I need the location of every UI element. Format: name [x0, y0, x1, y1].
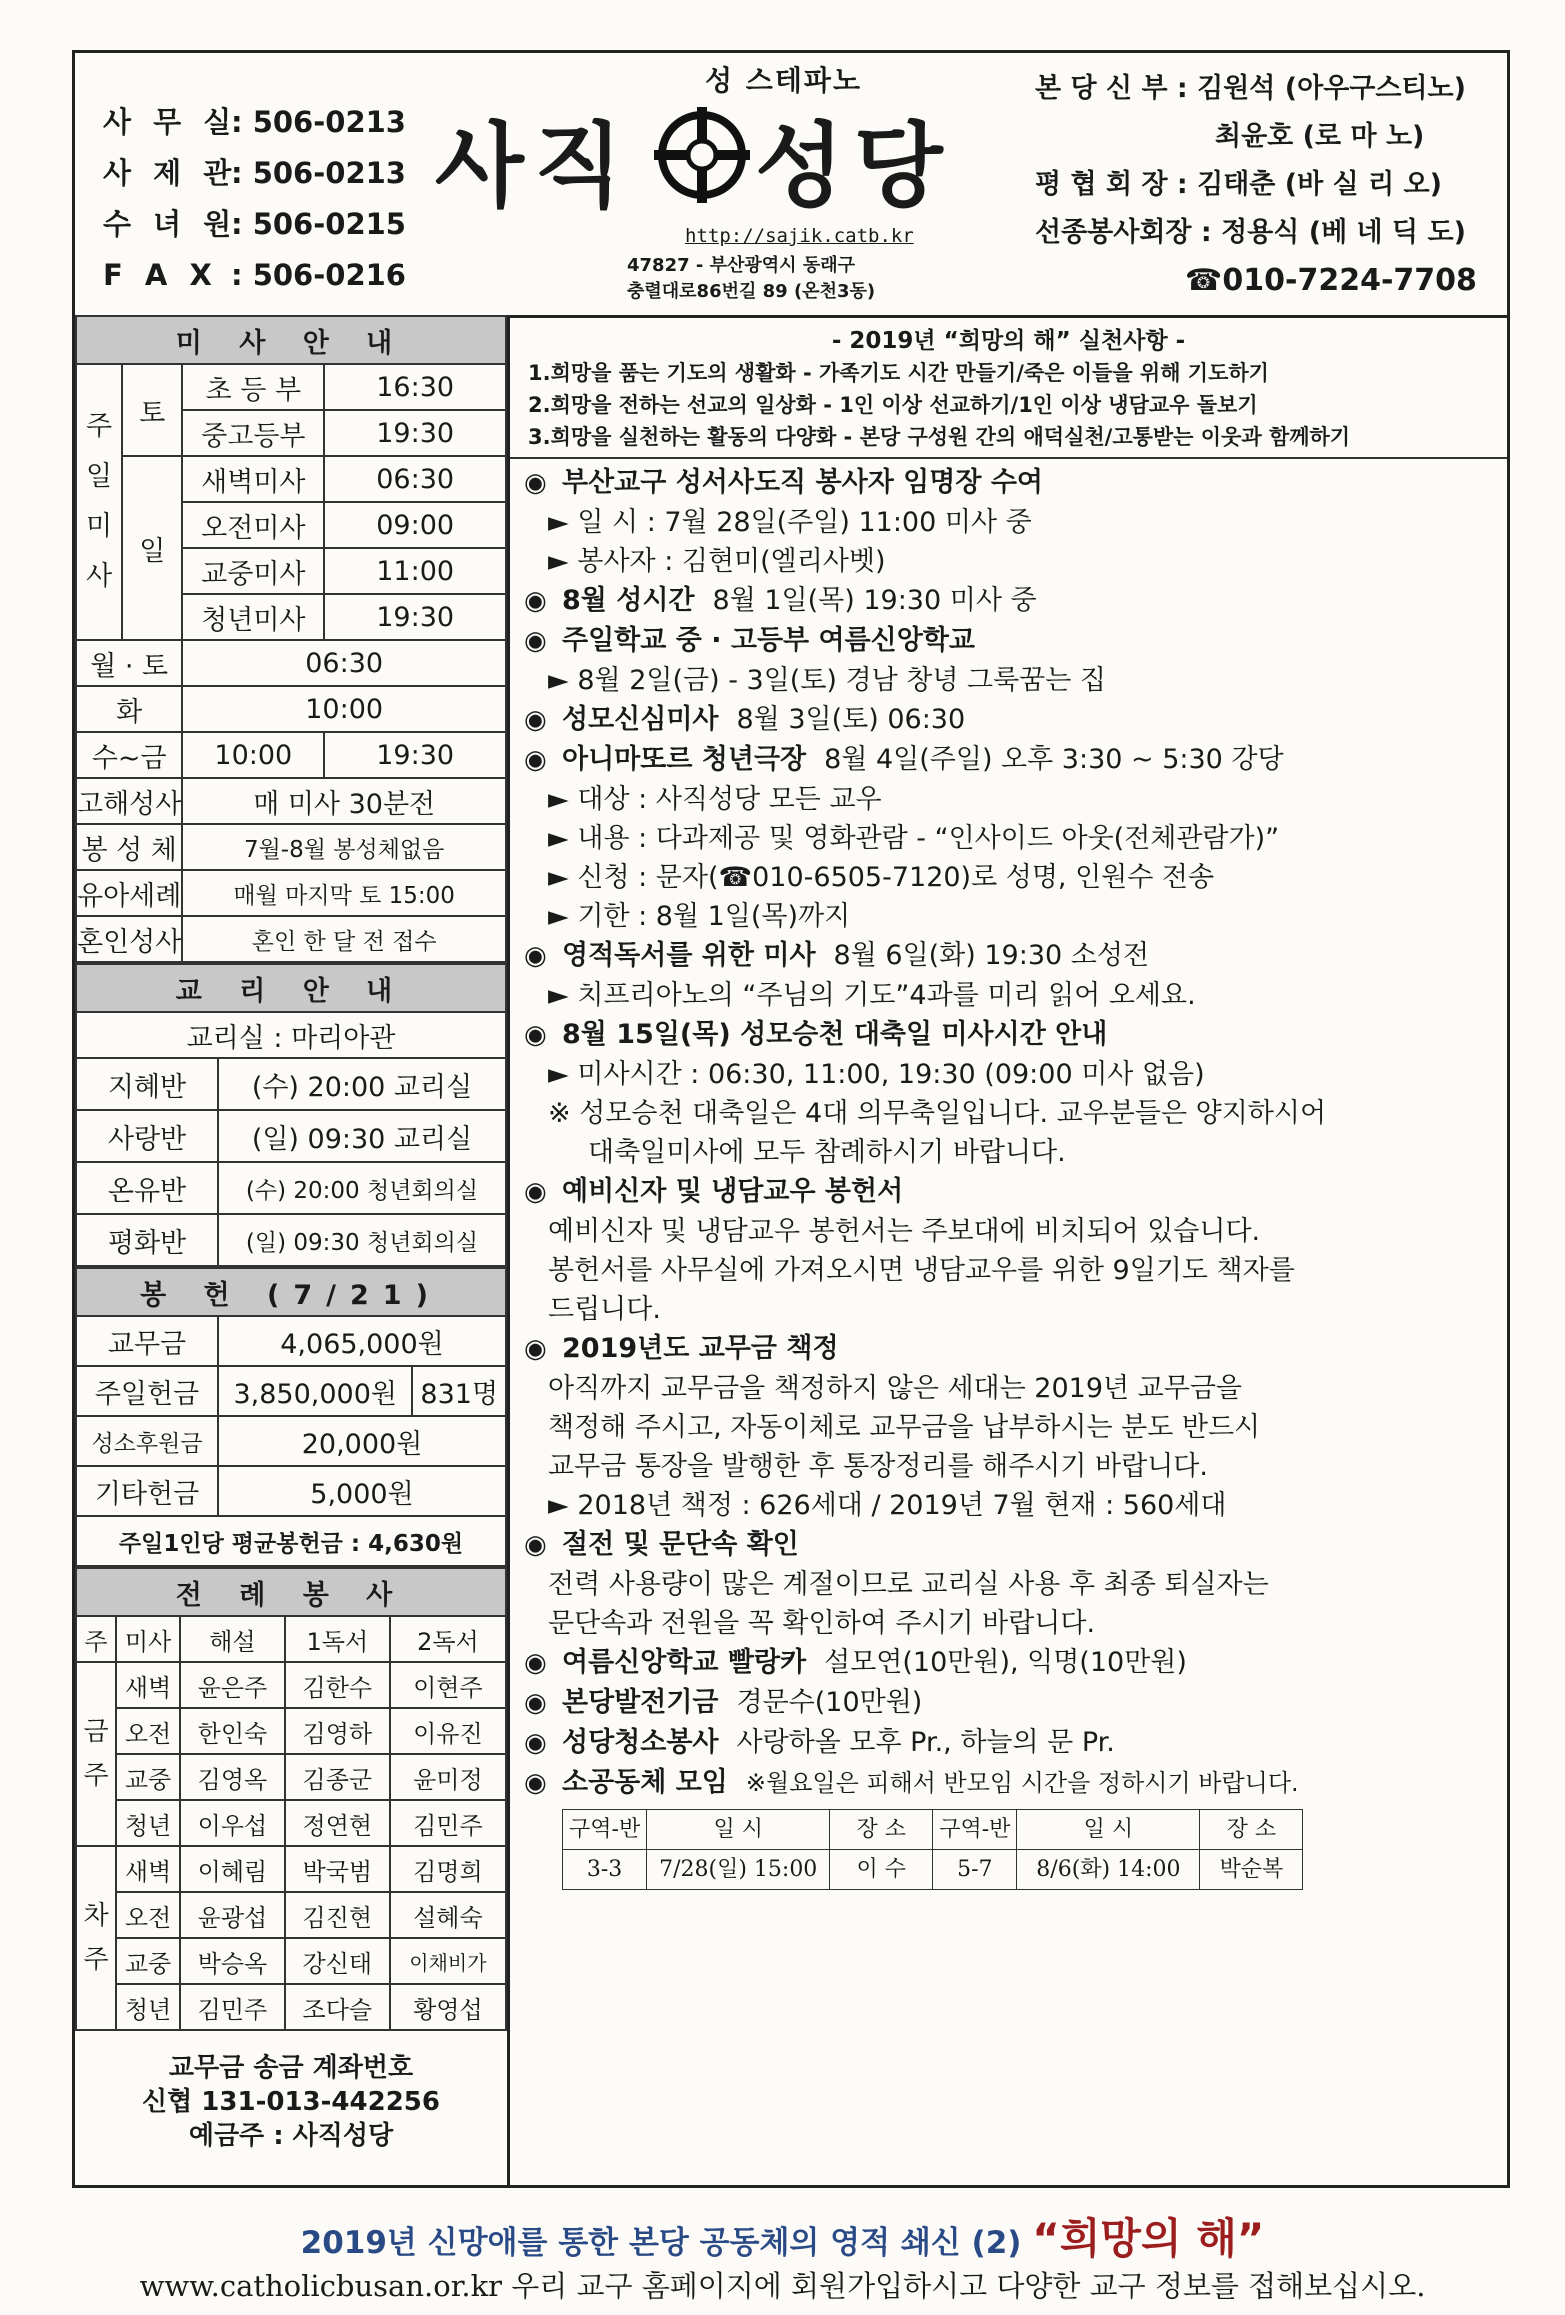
notice-9: ◉ 2019년도 교무금 책정: [524, 1329, 1495, 1369]
notice-7: ◉ 8월 15일(목) 성모승천 대축일 미사시간 안내: [524, 1015, 1495, 1055]
notices: ◉ 부산교구 성서사도직 봉사자 임명장 수여 ► 일 시 : 7월 28일(주일) 11:00 미사 중 ► 봉사자 : 김현미(엘리사벳) ◉ 8월 성시간 8월 1일(목) 19:30 미사 중 ◉ 주일학교 중 · 고등부 여름신앙학교 ► 8월 2일(금) - 3일(토) 경남 창녕 그룩꿈는 집 ◉ 성모신심미사 8월 3일(토) 06:30 ◉ 아니마또르 청년극장 8월 4일(주일) 오후 3:30 ~ 5:30 강당 ► 대상 : 사직성당 모든 교우 ► 내용 : 다과제공 및 영화관람 - “인사이드 아웃(전체관람가)” ► 신청 : 문자(☎010-6505-7120)로 성명, 인원수 전송 ► 기한 : 8월 1일(목)까지 ◉ 영적독서를 위한 미사 8월 6일(화) 19:30 소성전 ► 치프리아노의 “주님의 기도”4과를 미리 읽어 오세요. ◉ 8월 15일(목) 성모승천 대축일 미사시간 안내 ► 미사시간 : 06:30, 11:00, 19:30 (09:00 미사 없음) ※ 성모승천 대축일은 4대 의무축일입니다. 교우분들은 양지하시어 대축일미사에 모두 참례하시기 바랍니다. ◉ 예비신자 및 냉담교우 봉헌서 예비신자 및 냉담교우 봉헌서는 주보대에 비치되어 있습니다. 봉헌서를 사무실에 가져오시면 냉담교우를 위한 9일기도 책자를 드립니다. ◉ 2019년도 교무금 책정 아직까지 교무금을 책정하지 않은 세대는 2019년 교무금을 책정해 주시고, 자동이체로 교무금을 납부하시는 분도 반드시 교무금 통장을 발행한 후 통장정리를 해주시기 바랍니다. ► 2018년 책정 : 626세대 / 2019년 7월 현재 : 560세대 ◉ 절전 및 문단속 확인 전력 사용량이 많은 계절이므로 교리실 사용 후 최종 퇴실자는 문단속과 전원을 꼭 확인하여 주시기 바랍니다. ◉ 여름신앙학교 빨랑카 설모연(10만원), 익명(10만원) ◉ 본당발전기금 경문수(10만원) ◉ 성당청소봉사 사랑하올 모후 Pr., 하늘의 문 Pr. ◉ 소공동체 모임 ※월요일은 피해서 반모임 시간을 정하시기 바랍니다. 구역-반 일 시 장 소 구역-반 일 시 장 소 3-3 7/28(일) 15:00 이 수 5-7 8/6(화) 14:00 박순복: [510, 459, 1507, 1890]
sunday-mass-label: 주 일 미 사: [76, 364, 122, 640]
staff-funeral: 선종봉사회장 : 정용식 (베 네 딕 도): [1035, 217, 1466, 248]
right-column: [510, 315, 1507, 2185]
bullet-icon: ◉: [524, 705, 547, 735]
liturgy-title: 전 례 봉 사: [76, 1568, 506, 1616]
bank-account: 교무금 송금 계좌번호 신협 131-013-442256 예금주 : 사직성당: [142, 2053, 440, 2151]
notice-8: ◉ 예비신자 및 냉담교우 봉헌서: [524, 1172, 1495, 1212]
contact-rectory: 사 제 관 : 506-0213: [103, 156, 406, 190]
bulletin-page: [72, 50, 1510, 2188]
arrow-icon: ►: [548, 980, 569, 1011]
staff-list: [1035, 65, 1477, 305]
cross-logo-icon: [652, 105, 752, 205]
arrow-icon: ►: [548, 784, 569, 815]
group-meeting-table: 구역-반 일 시 장 소 구역-반 일 시 장 소 3-3 7/28(일) 15:00 이 수 5-7 8/6(화) 14:00 박순복: [562, 1809, 1303, 1890]
contact-phone: ☎010-7224-7708: [1185, 263, 1477, 298]
catechism-table: 교 리 안 내 교리실 : 마리아관 지혜반 (수) 20:00 교리실 사랑반 (일) 09:30 교리실 온유반 (수) 20:00 청년회의실 평화반 (일) 09:30 청년회의실: [75, 963, 507, 1267]
bullet-icon: ◉: [524, 626, 547, 656]
bullet-icon: ◉: [524, 1177, 547, 1207]
header: [75, 53, 1507, 318]
staff-pastor: 본 당 신 부 : 김원석 (아우구스티노): [1035, 73, 1466, 104]
next-week-label: 차 주: [76, 1846, 116, 2030]
arrow-icon: ►: [548, 823, 569, 854]
church-name-right: 성당: [755, 112, 953, 220]
footer-slogan: 2019년 신망애를 통한 본당 공동체의 영적 쇄신 (2) “희망의 해”: [300, 2214, 1265, 2263]
mass-table: 미 사 안 내 주 일 미 사 토 초 등 부 16:30 중고등부 19:30 일 새벽미사 06:30 오전미사 09:00 교중미사 11:00 청년미사 19:30 월 · 토 06:30 화 10:00 수~금 10:00 19:30 고해성사 매 미사 30분전 봉 성 체 7월-8월 봉성체없음 유아세례 매월 마지막 토 15:00 혼인성사 혼인 한 달 전 접수: [75, 315, 507, 963]
saturday-label: 토: [122, 364, 182, 456]
bullet-icon: ◉: [524, 1648, 547, 1678]
notice-3: ◉ 주일학교 중 · 고등부 여름신앙학교: [524, 621, 1495, 661]
left-column: [75, 315, 510, 2185]
notice-2: ◉ 8월 성시간 8월 1일(목) 19:30 미사 중: [524, 581, 1495, 621]
notice-12: ◉ 본당발전기금 경문수(10만원): [524, 1683, 1495, 1723]
contact-list: [103, 97, 406, 301]
staff-council: 평 협 회 장 : 김태춘 (바 실 리 오): [1035, 169, 1442, 200]
sunday-label: 일: [122, 456, 182, 640]
bullet-icon: ◉: [524, 468, 547, 498]
contact-fax: F A X : 506-0216: [103, 258, 406, 292]
church-name-left: 사직: [435, 112, 633, 220]
arrow-icon: ►: [548, 901, 569, 932]
contact-convent: 수 녀 원 : 506-0215: [103, 207, 406, 241]
practice-box: - 2019년 “희망의 해” 실천사항 - 1.희망을 품는 기도의 생활화 - 가족기도 시간 만들기/죽은 이들을 위해 기도하기 2.희망을 전하는 선교의 일상화 - 1인 이상 선교하기/1인 이상 냉담교우 돌보기 3.희망을 실천하는 활동의 다양화 - 본당 구성원 간의 애덕실천/고통받는 이웃과 함께하기: [510, 315, 1507, 459]
staff-assistant: 최윤호 (로 마 노): [1215, 121, 1425, 152]
bullet-icon: ◉: [524, 941, 547, 971]
practice-title: - 2019년 “희망의 해” 실천사항 -: [831, 328, 1186, 354]
notice-1: ◉ 부산교구 성서사도직 봉사자 임명장 수여: [524, 463, 1495, 503]
notice-4: ◉ 성모신심미사 8월 3일(토) 06:30: [524, 700, 1495, 740]
bullet-icon: ◉: [524, 586, 547, 616]
patron-saint: 성 스테파노: [705, 64, 862, 97]
liturgy-table: 전 례 봉 사 주 미사 해설 1독서 2독서 금 주 새벽 윤은주 김한수 이현주 오전 한인숙 김영하 이유진 교중 김영옥 김종군 윤미정 청년 이우섭 정연현 김민주 차 주 새벽 이혜림 박국범 김명희 오전 윤광섭 김진현 설혜숙 교중 박승옥 강신태 이채비가 청년 김민주 조다슬 황영섭: [75, 1567, 507, 2031]
arrow-icon: ►: [548, 1059, 569, 1090]
bullet-icon: ◉: [524, 1688, 547, 1718]
church-address: 47827 - 부산광역시 동래구 충렬대로86번길 89 (온천3동): [627, 255, 876, 302]
church-url[interactable]: http://sajik.catb.kr: [685, 225, 914, 247]
offering-table: 봉 헌 (7/21) 교무금 4,065,000원 주일헌금 3,850,000원 831명 성소후원금 20,000원 기타헌금 5,000원 주일1인당 평균봉헌금 : 4,630원: [75, 1267, 507, 1567]
notice-10: ◉ 절전 및 문단속 확인: [524, 1525, 1495, 1565]
notice-6: ◉ 영적독서를 위한 미사 8월 6일(화) 19:30 소성전: [524, 936, 1495, 976]
arrow-icon: ►: [548, 546, 569, 577]
bullet-icon: ◉: [524, 1334, 547, 1364]
bullet-icon: ◉: [524, 1728, 547, 1758]
notice-11: ◉ 여름신앙학교 빨랑카 설모연(10만원), 익명(10만원): [524, 1643, 1495, 1683]
offering-title: 봉 헌 (7/21): [76, 1268, 506, 1316]
bullet-icon: ◉: [524, 1020, 547, 1050]
bullet-icon: ◉: [524, 745, 547, 775]
notice-14: ◉ 소공동체 모임 ※월요일은 피해서 반모임 시간을 정하시기 바랍니다.: [524, 1763, 1495, 1803]
average-offering: 주일1인당 평균봉헌금 : 4,630원: [76, 1516, 506, 1566]
mass-title: 미 사 안 내: [76, 316, 506, 364]
footer-website[interactable]: www.catholicbusan.or.kr 우리 교구 홈페이지에 회원가입하시고 다양한 교구 정보를 접해보십시오.: [139, 2269, 1426, 2303]
arrow-icon: ►: [548, 507, 569, 538]
reference-mark-icon: ※: [548, 1098, 571, 1129]
bullet-icon: ◉: [524, 1530, 547, 1560]
this-week-label: 금 주: [76, 1662, 116, 1846]
notice-5: ◉ 아니마또르 청년극장 8월 4일(주일) 오후 3:30 ~ 5:30 강당: [524, 740, 1495, 780]
arrow-icon: ►: [548, 665, 569, 696]
notice-13: ◉ 성당청소봉사 사랑하올 모후 Pr., 하늘의 문 Pr.: [524, 1723, 1495, 1763]
bullet-icon: ◉: [524, 1768, 547, 1798]
arrow-icon: ►: [548, 862, 569, 893]
catechism-title: 교 리 안 내: [76, 964, 506, 1012]
contact-office: 사 무 실 : 506-0213: [103, 105, 406, 139]
title-block: [435, 53, 1055, 315]
arrow-icon: ►: [548, 1490, 569, 1521]
